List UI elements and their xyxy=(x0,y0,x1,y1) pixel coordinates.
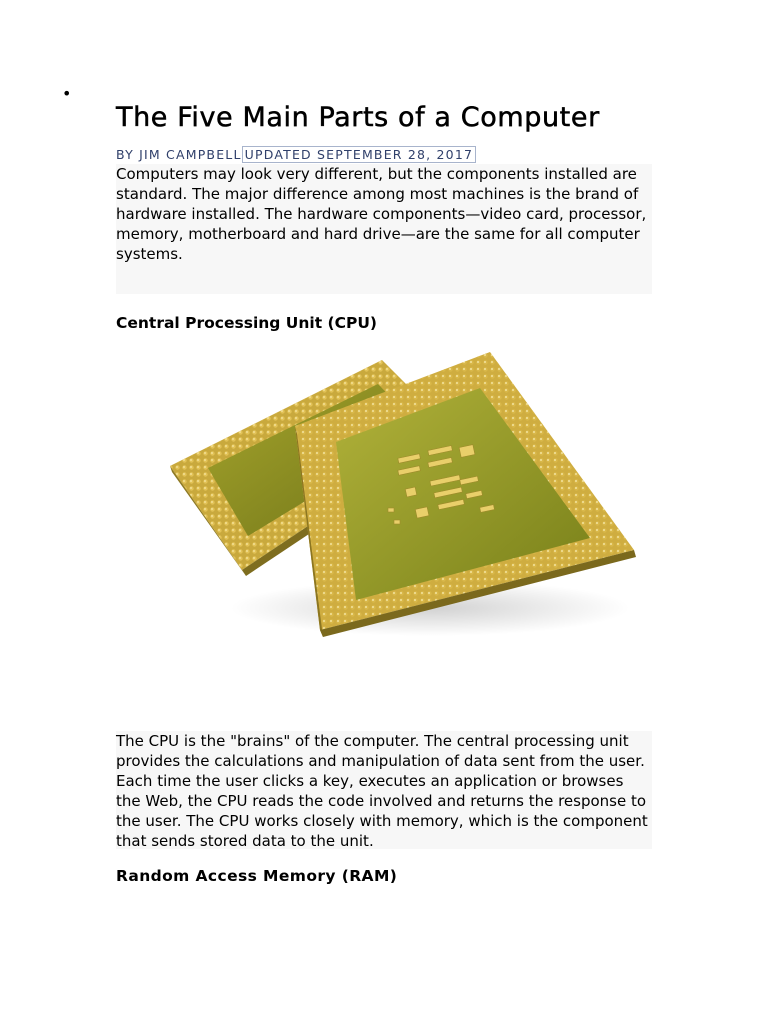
list-bullet: • xyxy=(62,84,72,103)
cpu-paragraph: The CPU is the "brains" of the computer. The central processing unit provides the calculations and manipulation of data sent from the user. Each time the user clicks a key, executes an application or browses the Web, the CPU reads the code involved and returns the response to the user. The CPU works closely with memory, which is the component that sends stored data to the unit. xyxy=(116,732,648,850)
author-link[interactable]: BY JIM CAMPBELL xyxy=(116,147,242,162)
cpu-chip-image xyxy=(160,338,640,638)
intro-paragraph: Computers may look very different, but the components installed are standard. The major difference among most machines is the brand of hardware installed. The hardware components—video card, processor, memory, motherboard and hard drive—are the same for all computer systems. xyxy=(116,165,647,263)
article-byline xyxy=(116,147,476,163)
cpu-heading: Central Processing Unit (CPU) xyxy=(116,314,378,332)
cpu-paragraph-box xyxy=(116,731,652,849)
intro-paragraph-box xyxy=(116,164,652,294)
updated-date: UPDATED SEPTEMBER 28, 2017 xyxy=(242,146,477,163)
article-title: The Five Main Parts of a Computer xyxy=(116,102,600,133)
ram-heading: Random Access Memory (RAM) xyxy=(116,867,398,885)
